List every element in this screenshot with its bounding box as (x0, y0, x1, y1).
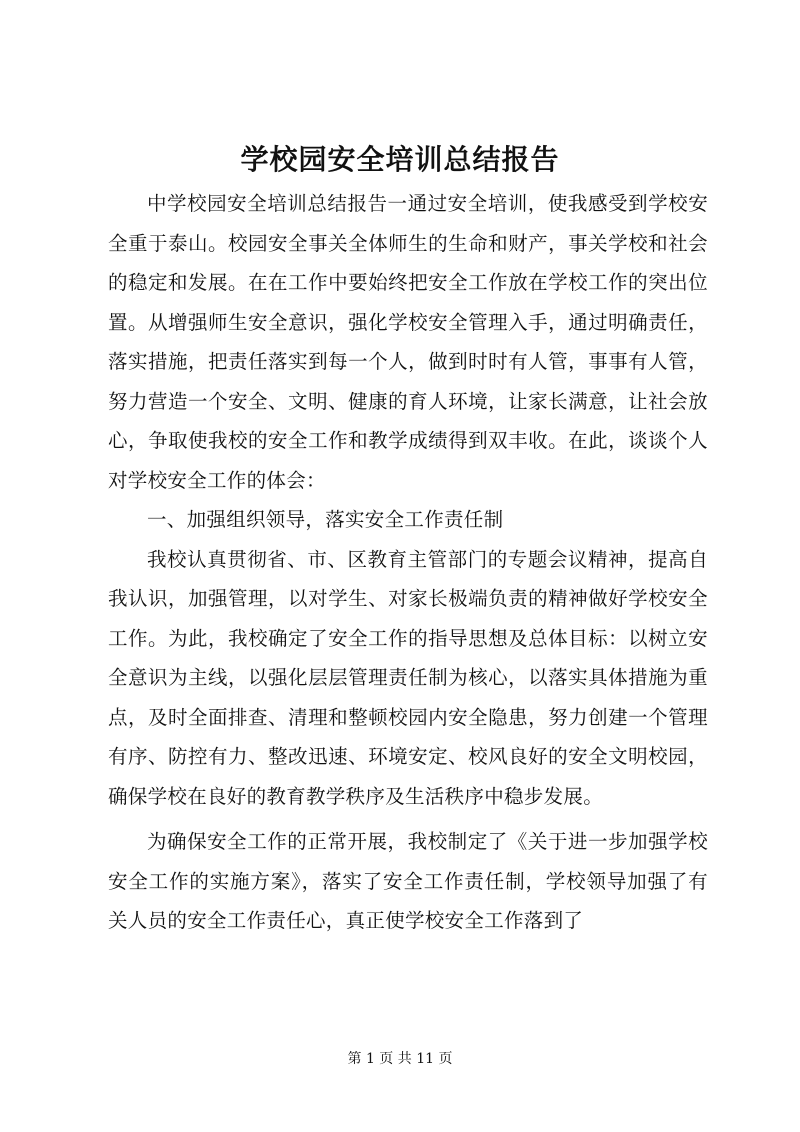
paragraph-implementation: 为确保安全工作的正常开展，我校制定了《关于进一步加强学校安全工作的实施方案》，落实了安全工作责任制，学校领导加强了有关人员的安全工作责任心，真正使学校安全工作落到了 (108, 830, 708, 932)
page-number-footer: 第 1 页 共 11 页 (347, 1051, 453, 1067)
document-title: 学校园安全培训总结报告 (240, 143, 560, 176)
paragraph-section-1: 我校认真贯彻省、市、区教育主管部门的专题会议精神，提高自我认识，加强管理，以对学生、对家长极端负责的精神做好学校安全工作。为此，我校确定了安全工作的指导思想及总体目标：以树立安全意识为主线，以强化层层管理责任制为核心，以落实具体措施为重点，及时全面排查、清理和整顿校园内安全隐患，努力创建一个管理有序、防控有力、整改迅速、环境安定、校风良好的安全文明校园，确保学校在良好的教育教学秩序及生活秩序中稳步发展。 (108, 547, 708, 808)
paragraph-intro: 中学校园安全培训总结报告一通过安全培训，使我感受到学校安全重于泰山。校园安全事关全体师生的生命和财产，事关学校和社会的稳定和发展。在在工作中要始终把安全工作放在学校工作的突出位置。从增强师生安全意识，强化学校安全管理入手，通过明确责任，落实措施，把责任落实到每一个人，做到时时有人管，事事有人管，努力营造一个安全、文明、健康的育人环境，让家长满意，让社会放心，争取使我校的安全工作和教学成绩得到双丰收。在此，谈谈个人对学校安全工作的体会： (108, 192, 708, 492)
section-heading-1: 一、加强组织领导，落实安全工作责任制 (147, 508, 504, 531)
document-body (108, 184, 708, 941)
